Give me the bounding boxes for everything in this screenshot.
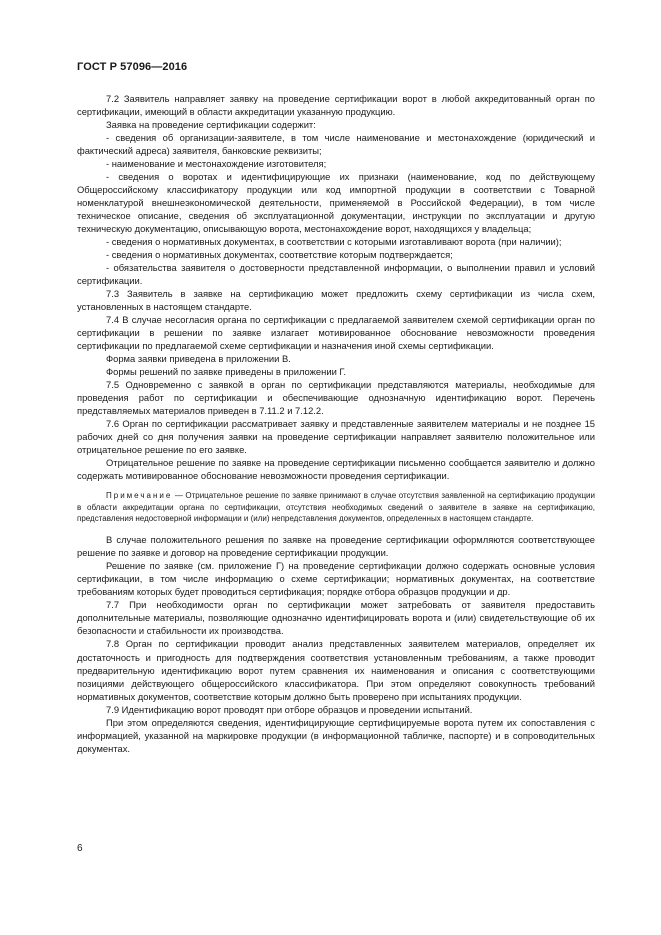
note-block	[77, 490, 595, 524]
note-label: Примечание	[106, 491, 173, 501]
paragraph-7-8: 7.8 Орган по сертификации проводит анализ представленных заявителем материалов, определяет их достаточность и пригодность для подтверждения соответствия установленным требованиям, а также проводит предварительную идентификацию ворот путем сравнения их наименования и описания с соответствующими позициями действующего общероссийского классификатора. При этом определяют совокупность требований нормативных документов, соответствие которым должно быть проверено при испытаниях продукции.	[77, 638, 595, 702]
list-item-manufacturing-docs: - сведения о нормативных документах, в соответствии с которыми изготавливают ворота (при наличии);	[106, 236, 562, 248]
document-header: ГОСТ Р 57096—2016	[77, 61, 188, 73]
paragraph-7-6: 7.6 Орган по сертификации рассматривает заявку и представленные заявителем материалы и не позднее 15 рабочих дней со дня получения заявки на проведение сертификации направляет заявителю положительное или отрицательное решение по его заявке.	[77, 418, 595, 456]
paragraph-7-5: 7.5 Одновременно с заявкой в орган по сертификации представляются материалы, необходимые для проведения работ по сертификации и обеспечивающие однозначную идентификацию ворот. Перечень представляемых материалов приведен в 7.11.2 и 7.12.2.	[77, 379, 595, 417]
paragraph-identification-details: При этом определяются сведения, идентифицирующие сертифицируемые ворота путем их сопоставления с информацией, указанной на маркировке продукции (в информационной табличке, паспорте) и в сопроводительных документах.	[77, 716, 595, 754]
paragraph-form-appendix-v: Форма заявки приведена в приложении В.	[106, 353, 291, 365]
paragraph-7-7: 7.7 При необходимости орган по сертификации может затребовать от заявителя предоставить дополнительные материалы, позволяющие однозначно идентифицировать ворота и (или) свидетельствующие об их безопасности и стабильности их производства.	[77, 599, 595, 637]
list-item-gate-info: - сведения о воротах и идентифицирующие их признаки (наименование, код по действующему Общероссийскому классификатору продукции или код импортной продукции в соответствии с Товарной номенклатурой внешнеэкономической деятельности, применяемой в Российской Федерации), в том числе техническое описание, сведения об эксплуатационной документации, инструкции по эксплуатации и другую техническую документацию, описывающую ворота, местонахождение ворот, находящихся у владельца;	[77, 171, 595, 235]
note-dash: —	[172, 491, 186, 501]
document-body	[77, 92, 595, 755]
paragraph-negative-decision: Отрицательное решение по заявке на проведение сертификации письменно сообщается заявителю и должно содержать мотивированное обоснование невозможности проведения сертификации.	[77, 457, 595, 482]
paragraph-7-3: 7.3 Заявитель в заявке на сертификацию может предложить схему сертификации из числа схем, установленных в настоящем стандарте.	[77, 288, 595, 313]
paragraph-forms-appendix-g: Формы решений по заявке приведены в приложении Г.	[106, 366, 346, 378]
paragraph-positive-decision: В случае положительного решения по заявке на проведение сертификации оформляются соответствующее решение по заявке и договор на проведение сертификации продукции.	[77, 534, 595, 559]
list-item-conformity-docs: - сведения о нормативных документах, соответствие которым подтверждается;	[106, 249, 453, 261]
list-item-manufacturer: - наименование и местонахождение изготовителя;	[106, 158, 327, 170]
note-text: Отрицательное решение по заявке принимают в случае отсутствия заявленной на сертификацию продукции в области аккредитации органа по сертификации, отсутствия необходимых сведений о заявителе в заявке на сертификацию, представления недостоверной информации и (или) непредставления документов, определенных в настоящем стандарте.	[77, 491, 595, 524]
paragraph-7-4: 7.4 В случае несогласия органа по сертификации с предлагаемой заявителем схемой сертификации орган по сертификации в решении по заявке излагает мотивированное обоснование невозможности проведения сертификации по предлагаемой схеме сертификации и назначения иной схемы сертификации.	[77, 314, 595, 352]
page-number: 6	[77, 843, 83, 854]
paragraph-7-9: 7.9 Идентификацию ворот проводят при отборе образцов и проведении испытаний.	[106, 703, 473, 715]
paragraph-application-contents: Заявка на проведение сертификации содержит:	[106, 119, 316, 131]
list-item-applicant-info: - сведения об организации-заявителе, в том числе наименование и местонахождение (юридический и фактический адреса) заявителя, банковские реквизиты;	[77, 132, 595, 157]
paragraph-decision-contents: Решение по заявке (см. приложение Г) на проведение сертификации должно содержать основные условия сертификации, в том числе информацию о схеме сертификации; нормативных документах, на соответствие требованиям которых будет проводиться сертификация; порядке отбора образцов продукции и др.	[77, 560, 595, 598]
list-item-obligations: - обязательства заявителя о достоверности представленной информации, о выполнении правил и условий сертификации.	[77, 262, 595, 287]
paragraph-7-2: 7.2 Заявитель направляет заявку на проведение сертификации ворот в любой аккредитованный орган по сертификации, имеющий в области аккредитации указанную продукцию.	[77, 93, 595, 118]
